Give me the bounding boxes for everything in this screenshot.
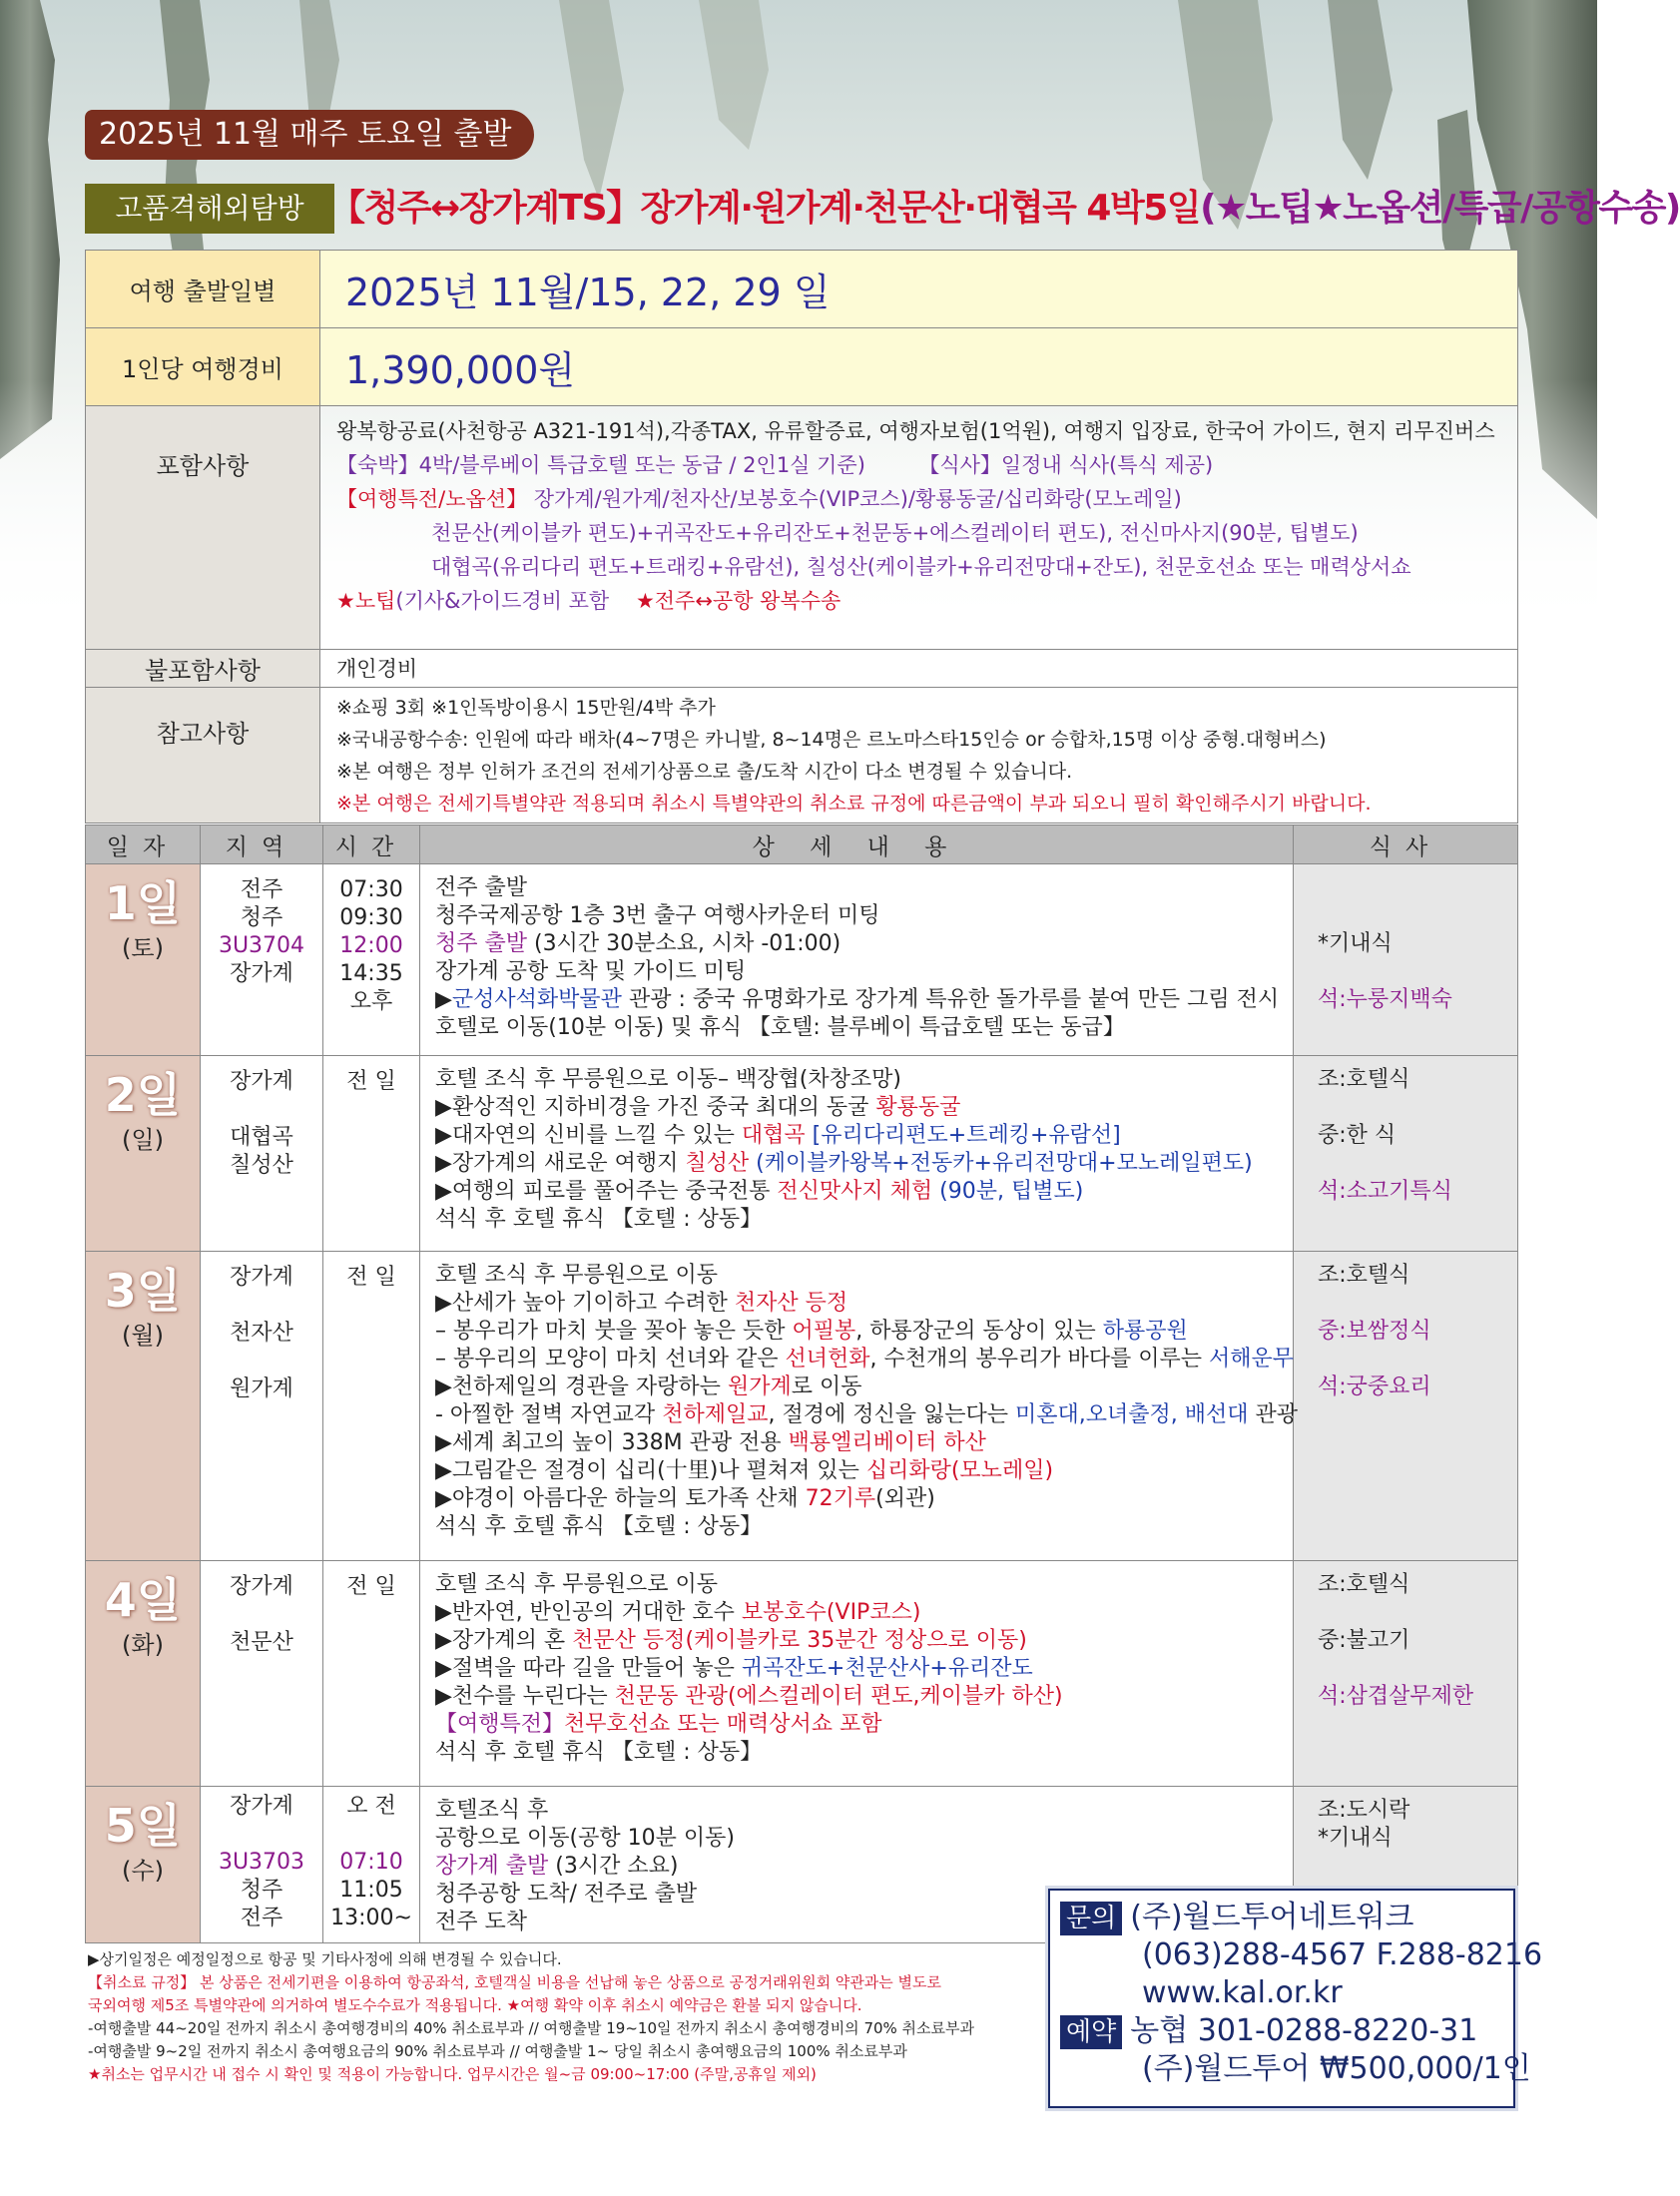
notes-line: ★취소는 업무시간 내 접수 시 확인 및 적용이 가능합니다. 업무시간은 월~금 09:00~17:00 (주말,공휴일 제외)	[88, 2065, 817, 2083]
note-line: ※본 여행은 정부 인허가 조건의 전세기상품으로 출/도착 시간이 다소 변경될 수 있습니다.	[336, 761, 1073, 783]
day-cell: 5일 (수)	[86, 1787, 201, 1943]
day-cell: 3일 (월)	[86, 1252, 201, 1561]
time-cell: 07:30 09:30 12:00 14:35 오후	[323, 864, 420, 1056]
note-line: ※국내공항수송: 인원에 따라 배차(4~7명은 카니발, 8~14명은 르노마스타15인승 or 승합차,15명 이상 중형.대형버스)	[336, 729, 1327, 751]
deposit-info: (주)월드투어 ₩500,000/1인	[1142, 2051, 1531, 2086]
detail-cell: 호텔 조식 후 무릉원으로 이동– 백장협(차창조망) ▶환상적인 지하비경을 가진 중국 최대의 동굴 황룡동굴 ▶대자연의 신비를 느낄 수 있는 대협곡 [유리다리편도+트레킹+유람선] ▶장가계의 새로운 여행지 칠성산 (케이블카왕복+전동카+유리전망대+모노레일편도) ▶여행의 피로를 풀어주는 중국전통 전신맛사지 체험 (90분, 팁별도) 석식 후 호텔 휴식 【호텔 : 상동】	[420, 1056, 1294, 1252]
title-route: 【청주↔장가계TS】	[329, 188, 641, 229]
time-cell: 전 일	[323, 1561, 420, 1787]
notes-line: 국외여행 제5조 특별약관에 의거하여 별도수수료가 적용됩니다. ★여행 확약 이후 취소시 예약금은 환불 되지 않습니다.	[88, 1996, 862, 2014]
departure-banner: 2025년 11월 매주 토요일 출발	[85, 110, 534, 160]
detail-cell: 호텔조식 후 공항으로 이동(공항 10분 이동) 장가계 출발 (3시간 소요) 청주공항 도착/ 전주로 출발 전주 도착	[420, 1787, 1294, 1943]
day-row	[86, 864, 1518, 1056]
excluded-value: 개인경비	[336, 656, 418, 681]
day-cell: 1일 (토)	[86, 864, 201, 1056]
meal-cell: 조:도시락 *기내식	[1294, 1787, 1518, 1943]
region-cell: 장가계 천자산 원가계	[201, 1252, 323, 1561]
inquiry-tag: 문의	[1060, 1902, 1122, 1935]
included-line: 【여행특전/노옵션】 장가계/원가계/천자산/보봉호수(VIP코스)/황룡동굴/십리화랑(모노레일)	[336, 487, 1182, 511]
notes-line: -여행출발 44~20일 전까지 취소시 총여행경비의 40% 취소료부과 // 여행출발 19~10일 전까지 취소시 총여행경비의 70% 취소료부과	[88, 2019, 975, 2037]
included-line: 천문산(케이블카 편도)+귀곡잔도+유리잔도+천문동+에스컬레이터 편도), 전신마사지(90분, 팁별도)	[431, 521, 1359, 545]
departure-value: 2025년 11월/15, 22, 29 일	[320, 251, 1518, 328]
header-details: 상 세 내 용	[420, 825, 1294, 864]
detail-cell: 호텔 조식 후 무릉원으로 이동 ▶산세가 높아 기이하고 수려한 천자산 등정 – 봉우리가 마치 붓을 꽂아 놓은 듯한 어필봉, 하룡장군의 동상이 있는 하룡공원 – 봉우리의 모양이 마치 선녀와 같은 선녀헌화, 수천개의 봉우리가 바다를 이루는 서해운무 ▶천하제일의 경관을 자랑하는 원가계로 이동 - 아찔한 절벽 자연교각 천하제일교, 절경에 정신을 잃는다는 미혼대,오녀출정, 배선대 관광 ▶세계 최고의 높이 338M 관광 전용 백룡엘리베이터 하산 ▶그림같은 절경이 십리(十里)나 펼쳐져 있는 십리화랑(모노레일) ▶야경이 아름다운 하늘의 토가족 산채 72기루(외관) 석식 후 호텔 휴식 【호텔 : 상동】	[420, 1252, 1294, 1561]
header-time: 시간	[323, 825, 420, 864]
cancellation-notes	[88, 1948, 974, 2086]
included-line: ★노팁(기사&가이드경비 포함 ★전주↔공항 왕복수송	[336, 589, 841, 613]
region-cell: 장가계 천문산	[201, 1561, 323, 1787]
detail-cell: 호텔 조식 후 무릉원으로 이동 ▶반자연, 반인공의 거대한 호수 보봉호수(VIP코스) ▶장가계의 혼 천문산 등정(케이블카로 35분간 정상으로 이동) ▶절벽을 따라 길을 만들어 놓은 귀곡잔도+천문산사+유리잔도 ▶천수를 누린다는 천문동 관광(에스컬레이터 편도,케이블카 하산) 【여행특전】천무호선쇼 또는 매력상서쇼 포함 석식 후 호텔 휴식 【호텔 : 상동】	[420, 1561, 1294, 1787]
time-cell: 전 일	[323, 1252, 420, 1561]
day-cell: 4일 (화)	[86, 1561, 201, 1787]
contact-box	[1048, 1889, 1543, 2108]
included-line: 【숙박】4박/블루베이 특급호텔 또는 동급 / 2인1실 기준) 【식사】일정내 식사(특식 제공)	[336, 453, 1214, 477]
day-row	[86, 1252, 1518, 1561]
bank-account: 농협 301-0288-8220-31	[1130, 2013, 1478, 2048]
time-cell: 전 일	[323, 1056, 420, 1252]
included-line: 대협곡(유리다리 편도+트래킹+유람선), 칠성산(케이블카+유리전망대+잔도), 천문호선쇼 또는 매력상서쇼	[431, 555, 1411, 579]
category-badge: 고품격해외탐방	[85, 184, 334, 234]
region-cell: 장가계 3U3703 청주 전주	[201, 1787, 323, 1943]
note-line: ※본 여행은 전세기특별약관 적용되며 취소시 특별약관의 취소료 규정에 따른금액이 부과 되오니 필히 확인해주시기 바랍니다.	[336, 793, 1372, 815]
price-value: 1,390,000원	[320, 328, 1518, 406]
meal-cell: *기내식 석:누룽지백숙	[1294, 864, 1518, 1056]
price-label: 1인당 여행경비	[86, 328, 320, 406]
header-region: 지역	[201, 825, 323, 864]
note-line: ※쇼핑 3회 ※1인독방이용시 15만원/4박 추가	[336, 697, 716, 719]
region-cell: 장가계 대협곡 칠성산	[201, 1056, 323, 1252]
day-row	[86, 1561, 1518, 1787]
meal-cell: 조:호텔식 중:보쌈정식 석:궁중요리	[1294, 1252, 1518, 1561]
included-label: 포함사항	[86, 406, 320, 650]
included-line: 왕복항공료(사천항공 A321-191석),각종TAX, 유류할증료, 여행자보험(1억원), 여행지 입장료, 한국어 가이드, 현지 리무진버스	[336, 419, 1495, 443]
schedule-table	[85, 824, 1518, 1943]
meal-cell: 조:호텔식 중:불고기 석:삼겹살무제한	[1294, 1561, 1518, 1787]
day-cell: 2일 (일)	[86, 1056, 201, 1252]
title-options: (★노팁★노옵션/특급/공항수송)	[1200, 188, 1680, 229]
header-date: 일자	[86, 825, 201, 864]
phone-number[interactable]: (063)288-4567 F.288-8216	[1142, 1937, 1543, 1972]
notes-list	[320, 688, 1518, 824]
info-table	[85, 250, 1518, 824]
header-meals: 식사	[1294, 825, 1518, 864]
detail-cell: 전주 출발 청주국제공항 1층 3번 출구 여행사카운터 미팅 청주 출발 (3시간 30분소요, 시차 -01:00) 장가계 공항 도착 및 가이드 미팅 ▶군성사석화박물관 관광 : 중국 유명화가로 장가계 특유한 돌가루를 붙여 만든 그림 전시 호텔로 이동(10분 이동) 및 휴식 【호텔: 블루베이 특급호텔 또는 동급】	[420, 864, 1294, 1056]
notes-line: ▶상기일정은 예정일정으로 항공 및 기타사정에 의해 변경될 수 있습니다.	[88, 1950, 562, 1968]
website-link[interactable]: www.kal.or.kr	[1142, 1975, 1343, 2010]
time-cell: 오 전 07:10 11:05 13:00~	[323, 1787, 420, 1943]
notes-label: 참고사항	[86, 688, 320, 824]
notes-line: 【취소료 규정】 본 상품은 전세기편을 이용하여 항공좌석, 호텔객실 비용을 선납해 놓은 상품으로 공정거래위원회 약관과는 별도로	[88, 1973, 942, 1991]
booking-tag: 예약	[1060, 2015, 1122, 2049]
title-main: 장가계·원가계·천문산·대협곡 4박5일	[640, 188, 1201, 229]
meal-cell: 조:호텔식 중:한 식 석:소고기특식	[1294, 1056, 1518, 1252]
departure-label: 여행 출발일별	[86, 251, 320, 328]
region-cell: 전주 청주 3U3704 장가계	[201, 864, 323, 1056]
company-name: (주)월드투어네트워크	[1130, 1900, 1414, 1934]
included-list	[320, 406, 1518, 650]
notes-line: -여행출발 9~2일 전까지 취소시 총여행요금의 90% 취소료부과 // 여행출발 1~ 당일 취소시 총여행요금의 100% 취소료부과	[88, 2042, 907, 2060]
day-row	[86, 1056, 1518, 1252]
excluded-label: 불포함사항	[86, 650, 320, 688]
tour-title	[329, 184, 1680, 234]
